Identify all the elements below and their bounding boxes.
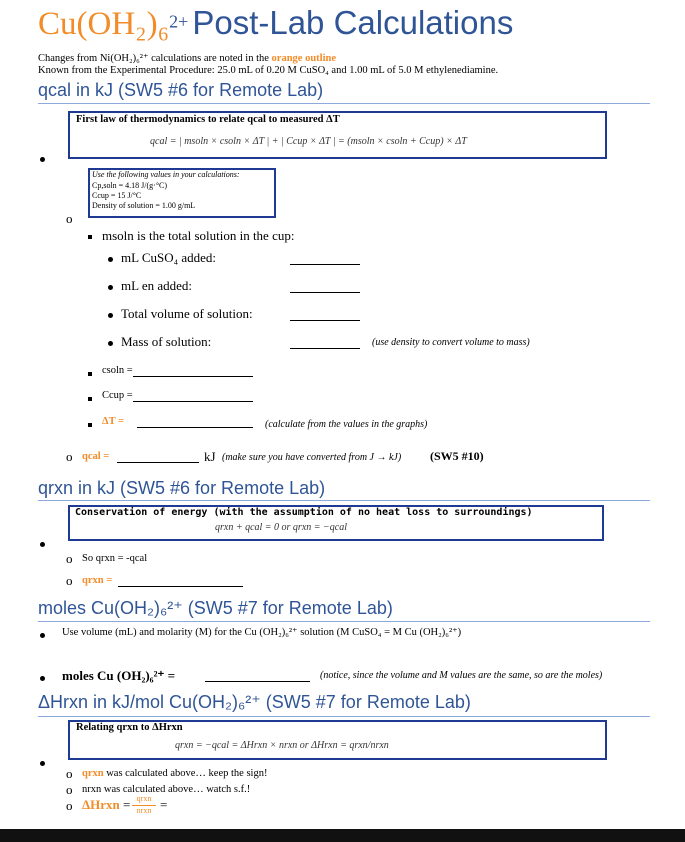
bullet-circle: o — [66, 782, 73, 797]
msoln-item-3: Total volume of solution: — [121, 306, 253, 321]
conservation-title: Conservation of energy (with the assumption of no heat loss to surroundings) — [75, 507, 533, 518]
bullet — [40, 633, 45, 638]
intro-line-1 — [38, 52, 336, 64]
dh-line-3: ΔHrxn = — [82, 797, 131, 812]
section-qcal: qcal in kJ (SW5 #6 for Remote Lab) — [38, 80, 324, 100]
answer-line[interactable] — [290, 320, 360, 321]
fraction-denominator: nrxn — [136, 806, 152, 815]
so-qrxn: So qrxn = -qcal — [82, 553, 148, 564]
answer-line[interactable] — [117, 462, 199, 463]
first-law-equation: qcal = | msoln × csoln × ΔT | + | Ccup × ΔT | = (msoln × csoln + Ccup) × ΔT — [150, 136, 467, 147]
moles-label: moles Cu (OH₂)₆²⁺ = — [62, 668, 175, 683]
relating-equation: qrxn = −qcal = ΔHrxn × nrxn or ΔHrxn = qrxn/nrxn — [175, 740, 389, 751]
rule — [38, 103, 650, 104]
answer-line[interactable] — [118, 586, 243, 587]
moles-use: Use volume (mL) and molarity (M) for the Cu (OH₂)₆²⁺ solution (M CuSO₄ = M Cu (OH₂)₆²⁺) — [62, 627, 462, 638]
dh-line-1-text: was calculated above… keep the sign! — [103, 768, 268, 779]
answer-line[interactable] — [290, 264, 360, 265]
answer-line[interactable] — [290, 348, 360, 349]
msoln-head: msoln is the total solution in the cup: — [102, 228, 295, 243]
bullet — [88, 235, 92, 239]
values-title: Use the following values in your calculations: — [92, 170, 240, 179]
csoln-label: csoln = — [102, 365, 133, 376]
delta-t-note: (calculate from the values in the graphs) — [265, 419, 428, 430]
qcal-label: qcal = — [82, 451, 110, 462]
values-line-2: Ccup = 15 J/°C — [92, 191, 142, 200]
bullet — [108, 285, 113, 290]
values-line-3: Density of solution = 1.00 g/mL — [92, 201, 196, 210]
bottom-bar — [0, 829, 685, 842]
section-moles: moles Cu(OH₂)₆²⁺ (SW5 #7 for Remote Lab) — [38, 598, 393, 618]
title-species: Cu(OH₂)₆ — [38, 6, 170, 42]
intro-line-1-highlight: orange outline — [271, 53, 336, 64]
bullet — [108, 313, 113, 318]
intro-line-2: Known from the Experimental Procedure: 25.0 mL of 0.20 M CuSO₄ and 1.00 mL of 5.0 M ethylenediamine. — [38, 65, 499, 76]
bullet-circle: o — [66, 211, 73, 226]
dh-line-1 — [82, 768, 267, 779]
rule — [38, 621, 650, 622]
section-delta-h: ΔHrxn in kJ/mol Cu(OH₂)₆²⁺ (SW5 #7 for Remote Lab) — [38, 692, 471, 712]
moles-note: (notice, since the volume and M values are the same, so are the moles) — [320, 670, 603, 681]
qcal-unit: kJ — [204, 449, 216, 464]
qcal-ref: (SW5 #10) — [430, 449, 484, 463]
relating-title: Relating qrxn to ΔHrxn — [76, 722, 183, 733]
answer-line[interactable] — [137, 427, 253, 428]
title-rest: Post-Lab Calculations — [192, 4, 514, 41]
answer-line[interactable] — [205, 681, 310, 682]
answer-line[interactable] — [133, 401, 253, 402]
bullet-circle: o — [66, 766, 73, 781]
bullet-circle: o — [66, 573, 73, 588]
msoln-item-4: Mass of solution: — [121, 334, 212, 349]
bullet — [88, 397, 92, 401]
rule — [38, 500, 650, 501]
dh-line-1-highlight: qrxn — [82, 768, 104, 779]
qrxn-label: qrxn = — [82, 575, 113, 586]
bullet — [88, 372, 92, 376]
bullet — [108, 341, 113, 346]
bullet — [40, 542, 45, 547]
msoln-item-2: mL en added: — [121, 278, 192, 293]
rule — [38, 716, 650, 717]
bullet — [108, 257, 113, 262]
bullet-circle: o — [66, 449, 73, 464]
title-charge: 2+ — [169, 11, 189, 32]
bullet — [40, 761, 45, 766]
msoln-item-1: mL CuSO₄ added: — [121, 250, 217, 265]
equals-sign: = — [160, 797, 168, 812]
fraction-numerator: qrxn — [136, 794, 152, 803]
answer-line[interactable] — [133, 376, 253, 377]
bullet — [88, 423, 92, 427]
intro-line-1-text: Changes from Ni(OH₂)₆²⁺ calculations are noted in the — [38, 53, 272, 64]
bullet — [40, 157, 45, 162]
density-note: (use density to convert volume to mass) — [372, 337, 530, 348]
qcal-note: (make sure you have converted from J → kJ) — [222, 452, 402, 463]
answer-line[interactable] — [290, 292, 360, 293]
bullet-circle: o — [66, 551, 73, 566]
values-line-1: Cp,soln = 4.18 J/(g·°C) — [92, 181, 168, 190]
ccup-label: Ccup = — [102, 390, 133, 401]
delta-t-label: ΔT = — [102, 416, 125, 427]
conservation-equation: qrxn + qcal = 0 or qrxn = −qcal — [215, 522, 347, 533]
dh-line-2: nrxn was calculated above… watch s.f.! — [82, 784, 251, 795]
bullet-circle: o — [66, 798, 73, 813]
first-law-title: First law of thermodynamics to relate qcal to measured ΔT — [76, 114, 340, 125]
section-qrxn: qrxn in kJ (SW5 #6 for Remote Lab) — [38, 478, 326, 498]
bullet — [40, 676, 45, 681]
page-title — [38, 4, 513, 43]
dh-line-3-highlight: ΔHrxn — [82, 797, 120, 812]
